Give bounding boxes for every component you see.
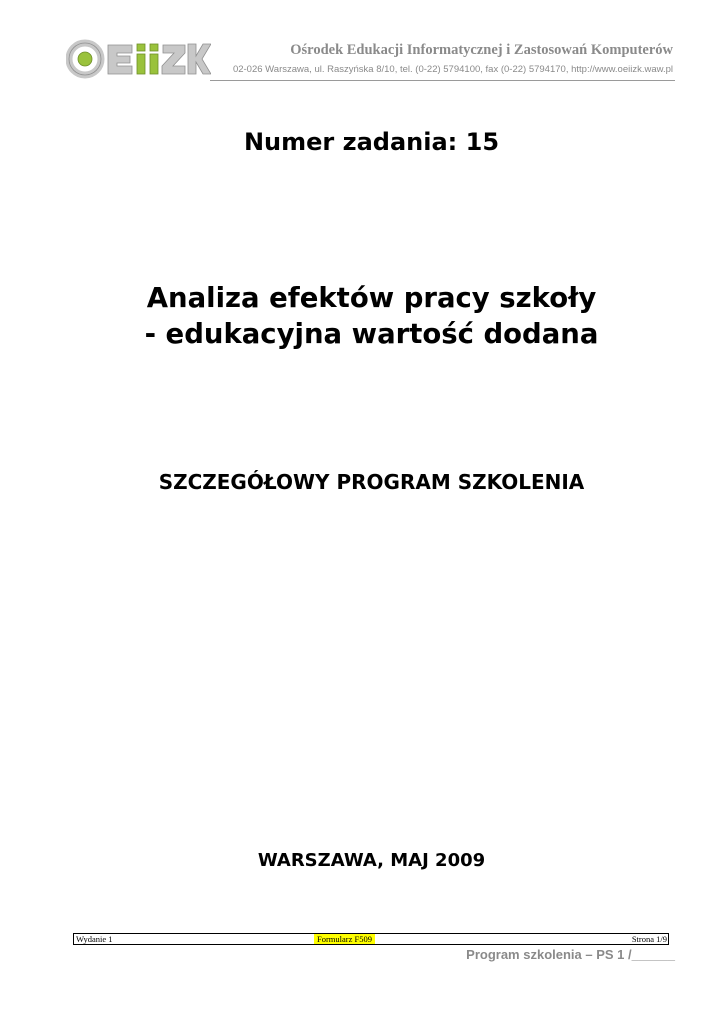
footer-form-number: Formularz F509 [314,934,375,944]
organization-address: 02-026 Warszawa, ul. Raszyńska 8/10, tel. (0-22) 5794100, fax (0-22) 5794170, http://www.oeiizk.waw.pl [232,64,673,75]
organization-name: Ośrodek Edukacji Informatycznej i Zastosowań Komputerów [290,42,673,58]
document-header [66,38,675,82]
footer-page-number: Strona 1/9 [631,934,667,944]
document-title [0,280,725,352]
oeiizk-logo [66,38,211,80]
document-subtitle: SZCZEGÓŁOWY PROGRAM SZKOLENIA [158,470,585,494]
task-number-heading: Numer zadania: 15 [243,128,500,156]
footer-edition: Wydanie 1 [76,934,113,944]
place-and-date: WARSZAWA, MAJ 2009 [257,850,486,871]
header-divider [210,80,675,81]
footer-table [73,933,669,945]
title-line-1: Analiza efektów pracy szkoły [146,282,597,314]
title-line-2: - edukacyjna wartość dodana [144,318,599,350]
footer-program-label: Program szkolenia – PS 1 /______ [466,947,675,962]
